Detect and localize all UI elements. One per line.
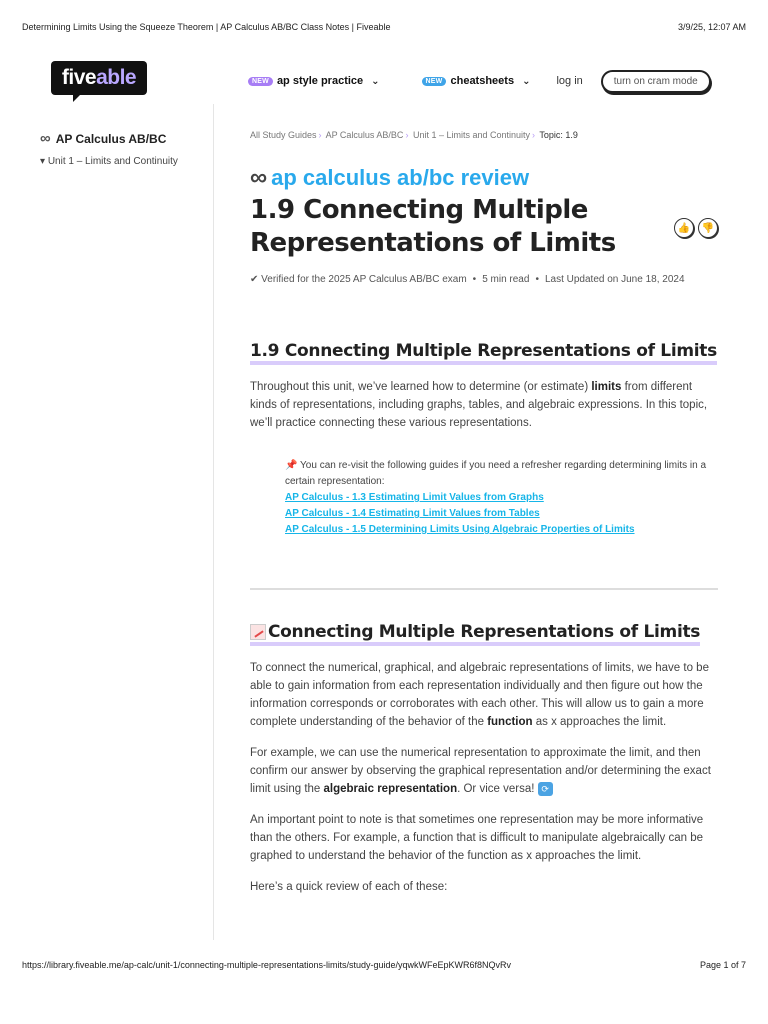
keyword-limits: limits — [591, 381, 622, 393]
keyword-algebraic-representation: algebraic representation — [323, 783, 458, 795]
callout-text: 📌 You can re-visit the following guides if you need a refresher regarding determining limits in a certain representation: — [285, 460, 707, 487]
caret-down-icon: ▾ — [40, 156, 46, 167]
review-label[interactable] — [250, 164, 718, 192]
nav-cheatsheets-label: cheatsheets — [450, 75, 515, 87]
chart-increasing-icon — [250, 624, 266, 640]
read-time: 5 min read — [482, 274, 530, 285]
new-badge: NEW — [248, 77, 273, 86]
thumbs-down-icon[interactable]: 👎 — [698, 218, 718, 238]
logo-five: five — [61, 66, 97, 89]
section-heading-text: Connecting Multiple Representations of Limits — [268, 622, 701, 642]
review-label-text: ap calculus ab/bc review — [271, 165, 530, 190]
thumbs-up-icon[interactable]: 👍 — [674, 218, 694, 238]
sidebar — [0, 104, 214, 940]
sidebar-course[interactable] — [40, 130, 166, 147]
divider — [250, 588, 718, 590]
intro-paragraph: Throughout this unit, we’ve learned how to determine (or estimate) limits from different kinds of representations, including graphs, tables, and algebraic expressions. In this topic, we’ll practice connecting these various representations. — [250, 381, 708, 429]
paragraph: An important point to note is that sometimes one representation may be more informative than the others. For example, a function that is difficult to manipulate algebraically can be graphed to understand the behavior of the function as x approaches the limit. — [250, 814, 704, 862]
print-header — [22, 22, 746, 32]
login-link[interactable]: log in — [556, 75, 583, 87]
nav-ap-style-practice[interactable] — [248, 75, 380, 87]
keyword-function: function — [487, 716, 533, 728]
sidebar-course-label: AP Calculus AB/BC — [55, 131, 167, 146]
guide-link[interactable]: AP Calculus - 1.4 Estimating Limit Values from Tables — [285, 508, 540, 519]
chevron-down-icon: ⌄ — [522, 75, 531, 87]
sidebar-item-unit-1[interactable] — [40, 154, 190, 170]
logo-tail — [73, 94, 81, 102]
last-updated: Last Updated on June 18, 2024 — [544, 274, 685, 285]
feedback-buttons — [674, 218, 718, 238]
section-heading — [250, 622, 700, 646]
print-footer — [22, 960, 746, 970]
breadcrumb-current: Topic: 1.9 — [539, 130, 578, 140]
new-badge: NEW — [422, 77, 447, 86]
check-icon: ✔ — [250, 274, 259, 285]
logo-able: able — [96, 66, 137, 89]
guide-link[interactable]: AP Calculus - 1.3 Estimating Limit Values from Graphs — [285, 492, 544, 503]
print-datetime: 3/9/25, 12:07 AM — [677, 22, 746, 32]
breadcrumb — [250, 130, 718, 140]
breadcrumb-item[interactable]: All Study Guides — [250, 130, 317, 140]
article-meta: ✔ Verified for the 2025 AP Calculus AB/BC exam • 5 min read • Last Updated on June 18, 2024 — [250, 274, 685, 285]
infinity-icon: ∞ — [250, 164, 268, 191]
paragraph: For example, we can use the numerical representation to approximate the limit, and then confirm our answer by observing the graphical representation and/or determining the exact limit using the algebraic representation. Or vice versa! ⟳ — [250, 747, 711, 795]
print-title: Determining Limits Using the Squeeze Theorem | AP Calculus AB/BC Class Notes | Fiveable — [22, 22, 391, 32]
infinity-icon: ∞ — [40, 130, 51, 147]
breadcrumb-separator-icon: › — [405, 130, 409, 140]
top-nav — [248, 71, 728, 91]
breadcrumb-separator-icon: › — [318, 130, 322, 140]
verified-text: Verified for the 2025 AP Calculus AB/BC exam — [261, 274, 467, 285]
paragraph: Here’s a quick review of each of these: — [250, 881, 448, 893]
nav-ap-style-label: ap style practice — [276, 75, 364, 87]
fiveable-logo[interactable] — [51, 61, 147, 95]
guide-link[interactable]: AP Calculus - 1.5 Determining Limits Using Algebraic Properties of Limits — [285, 524, 635, 535]
cram-mode-button[interactable]: turn on cram mode — [601, 70, 711, 93]
title-row — [250, 194, 718, 260]
chevron-down-icon: ⌄ — [371, 75, 380, 87]
breadcrumb-item[interactable]: Unit 1 – Limits and Continuity — [412, 130, 531, 140]
nav-cheatsheets[interactable] — [422, 75, 531, 87]
page-title: 1.9 Connecting Multiple Representations of Limits — [250, 195, 616, 258]
breadcrumb-separator-icon: › — [532, 130, 536, 140]
main-content — [250, 130, 718, 896]
print-page-number: Page 1 of 7 — [699, 960, 746, 970]
paragraph: To connect the numerical, graphical, and algebraic representations of limits, we have to be able to gain information from each representation individually and then figure out how the information corresponds or corroborates with each other. This will allow us to gain a more complete understanding of the behavior of the function as x approaches the limit. — [250, 662, 709, 728]
print-url: https://library.fiveable.me/ap-calc/unit-1/connecting-multiple-representations-limits/study-guide/yqwkWFeEpKWR6f8NQvRv — [22, 960, 512, 970]
sidebar-unit-label: Unit 1 – Limits and Continuity — [47, 156, 178, 167]
section-heading: 1.9 Connecting Multiple Representations of Limits — [250, 341, 717, 365]
refresher-callout — [285, 458, 718, 538]
breadcrumb-item[interactable]: AP Calculus AB/BC — [325, 130, 404, 140]
repeat-icon: ⟳ — [538, 782, 553, 796]
